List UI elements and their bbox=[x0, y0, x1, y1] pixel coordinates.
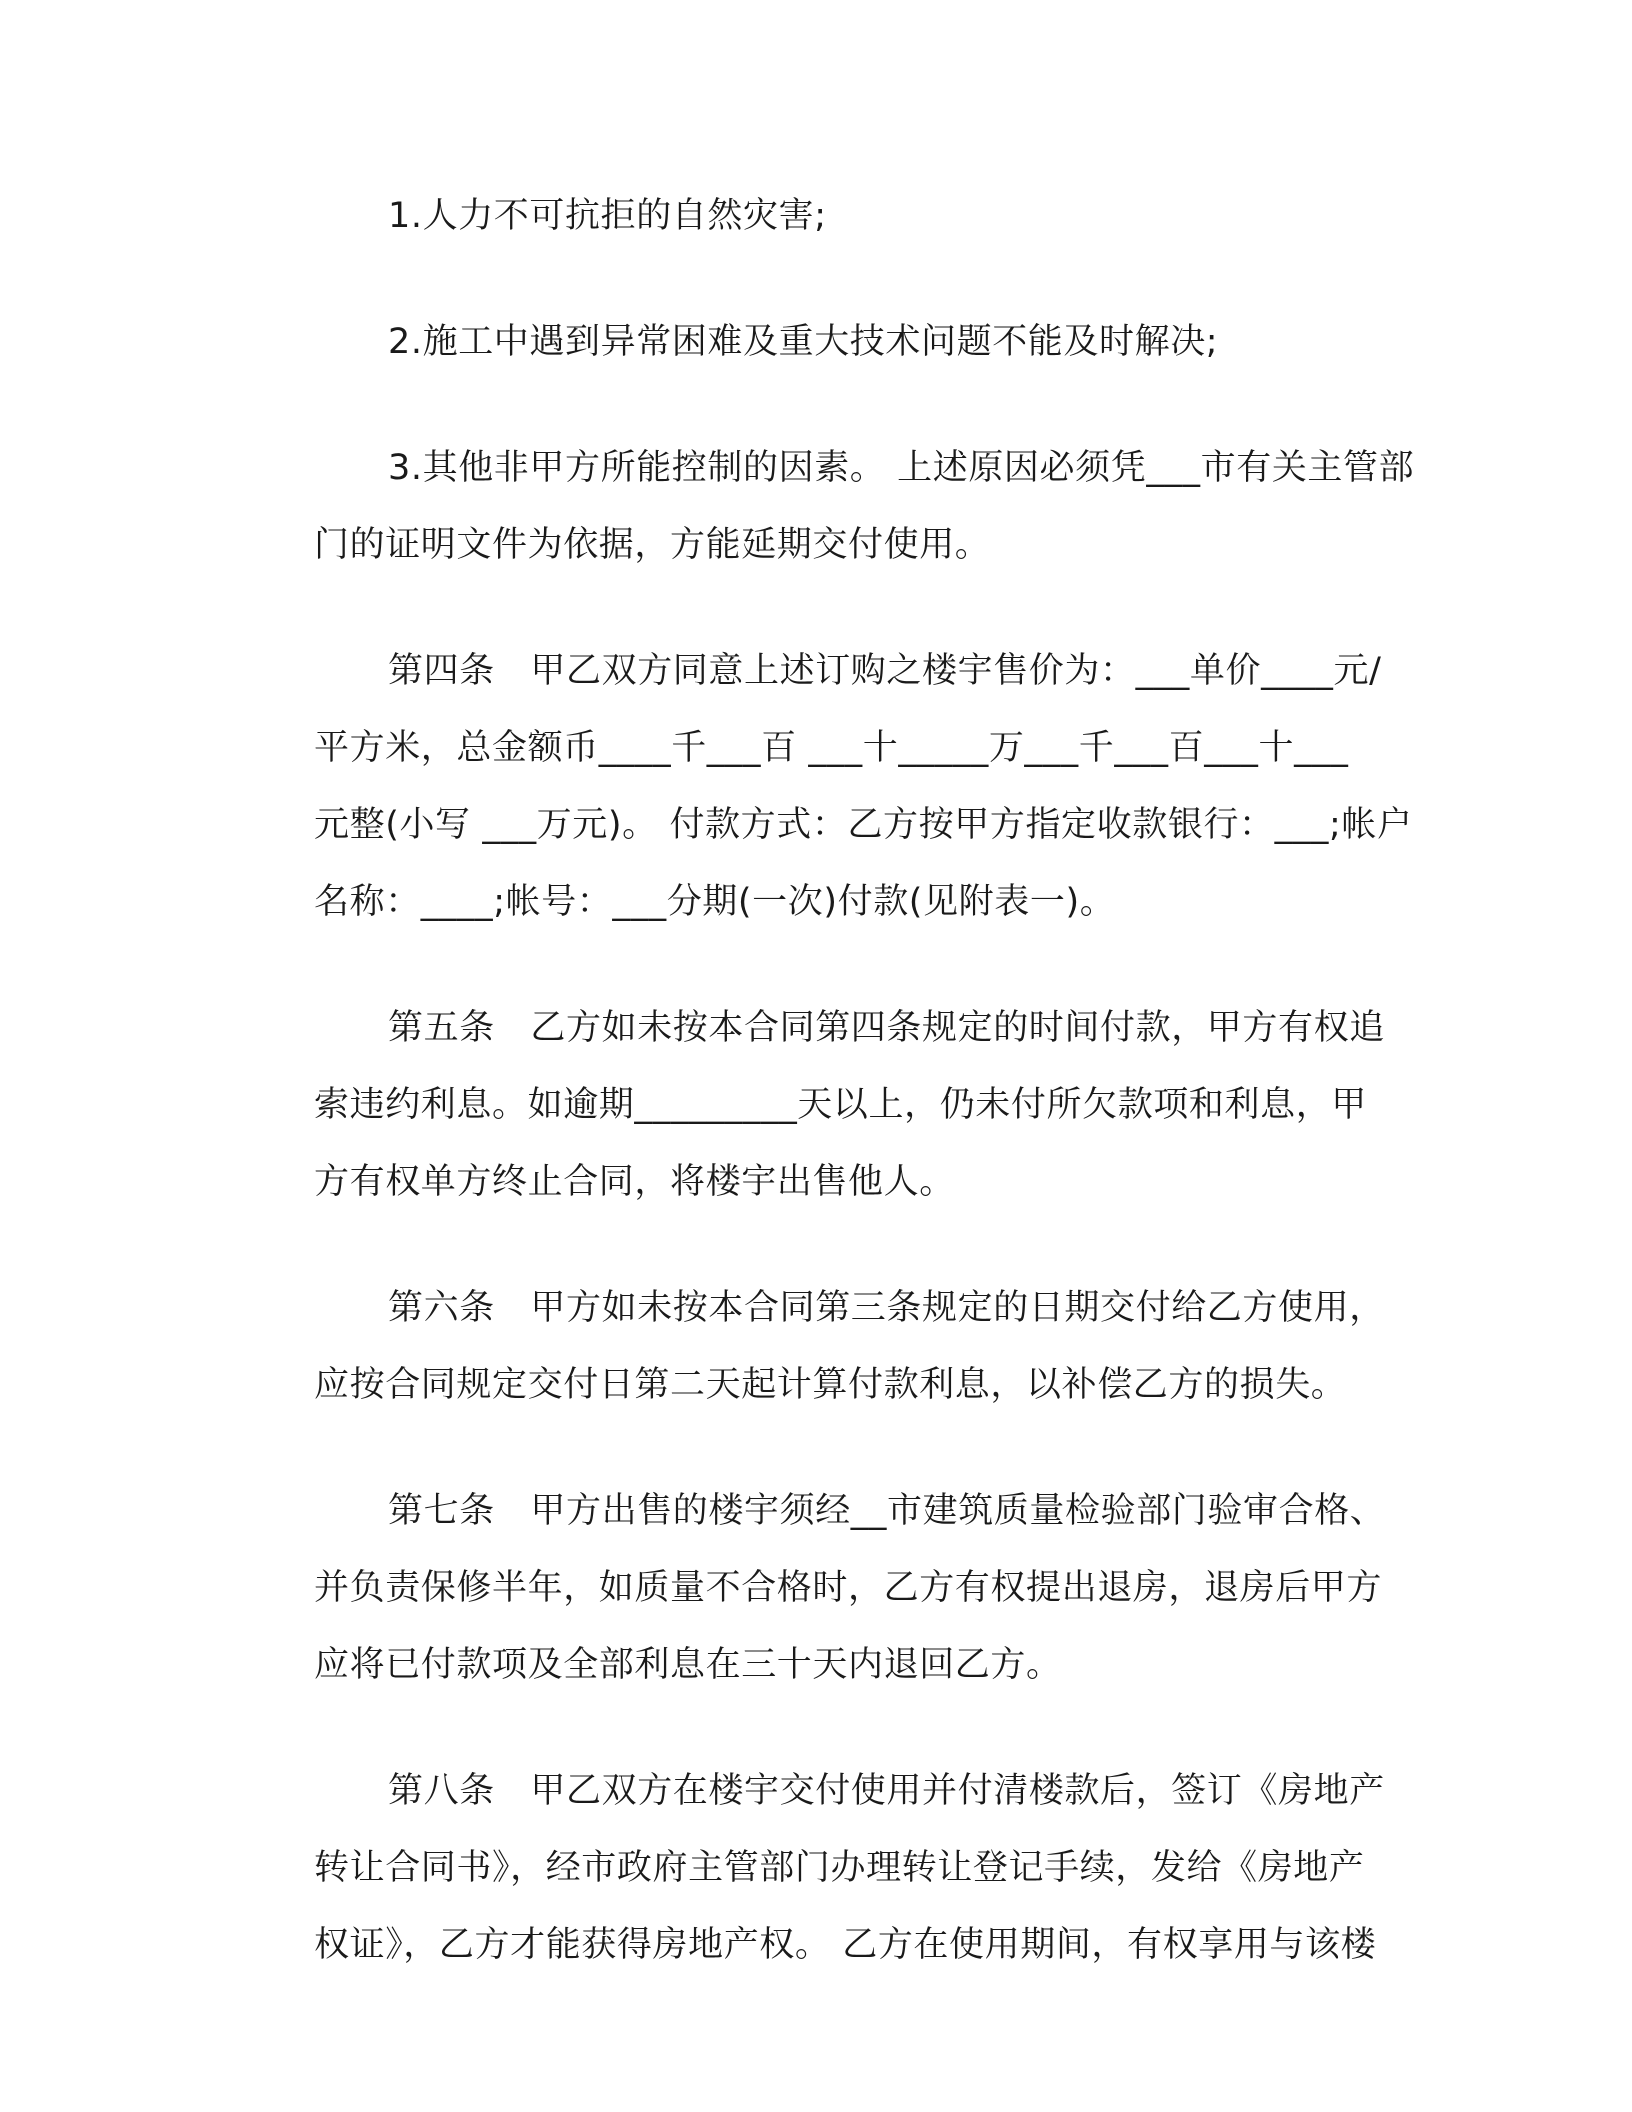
text-line: 元整(小写 ___万元)。 付款方式：乙方按甲方指定收款银行：___;帐户 bbox=[314, 805, 1413, 845]
article-5 bbox=[240, 990, 1390, 1221]
text-line: 第六条 甲方如未按本合同第三条规定的日期交付给乙方使用， bbox=[388, 1288, 1385, 1328]
text-line: 2.施工中遇到异常困难及重大技术问题不能及时解决; bbox=[388, 322, 1219, 362]
clause-item-1 bbox=[240, 178, 1390, 255]
text-line: 并负责保修半年，如质量不合格时，乙方有权提出退房，退房后甲方 bbox=[314, 1568, 1383, 1608]
text-line: 3.其他非甲方所能控制的因素。 上述原因必须凭___市有关主管部 bbox=[388, 448, 1415, 488]
text-line: 权证》，乙方才能获得房地产权。 乙方在使用期间，有权享用与该楼 bbox=[314, 1925, 1377, 1965]
article-7 bbox=[240, 1473, 1390, 1704]
clause-item-2 bbox=[240, 304, 1390, 381]
text-line: 1.人力不可抗拒的自然灾害; bbox=[388, 196, 827, 236]
text-line: 第八条 甲乙双方在楼宇交付使用并付清楼款后，签订《房地产 bbox=[388, 1771, 1385, 1811]
text-line: 索违约利息。如逾期_________天以上，仍未付所欠款项和利息，甲 bbox=[314, 1085, 1367, 1125]
article-6 bbox=[240, 1270, 1390, 1424]
clause-item-3 bbox=[240, 430, 1415, 584]
article-4 bbox=[240, 633, 1413, 941]
text-line: 名称：____;帐号：___分期(一次)付款(见附表一)。 bbox=[314, 882, 1116, 922]
text-line: 应将已付款项及全部利息在三十天内退回乙方。 bbox=[314, 1645, 1062, 1685]
text-line: 第七条 甲方出售的楼宇须经__市建筑质量检验部门验审合格、 bbox=[388, 1491, 1386, 1531]
document-body bbox=[240, 178, 1415, 1984]
text-line: 应按合同规定交付日第二天起计算付款利息，以补偿乙方的损失。 bbox=[314, 1365, 1347, 1405]
article-8 bbox=[240, 1753, 1390, 1984]
text-line: 第五条 乙方如未按本合同第四条规定的时间付款，甲方有权追 bbox=[388, 1008, 1385, 1048]
text-line: 第四条 甲乙双方同意上述订购之楼宇售价为：___单价____元/ bbox=[388, 651, 1382, 691]
text-line: 方有权单方终止合同，将楼宇出售他人。 bbox=[314, 1162, 955, 1202]
text-line: 平方米，总金额币____千___百 ___十_____万___千___百___十___ bbox=[314, 728, 1349, 768]
text-line: 门的证明文件为依据，方能延期交付使用。 bbox=[314, 525, 991, 565]
text-line: 转让合同书》，经市政府主管部门办理转让登记手续，发给《房地产 bbox=[314, 1848, 1365, 1888]
